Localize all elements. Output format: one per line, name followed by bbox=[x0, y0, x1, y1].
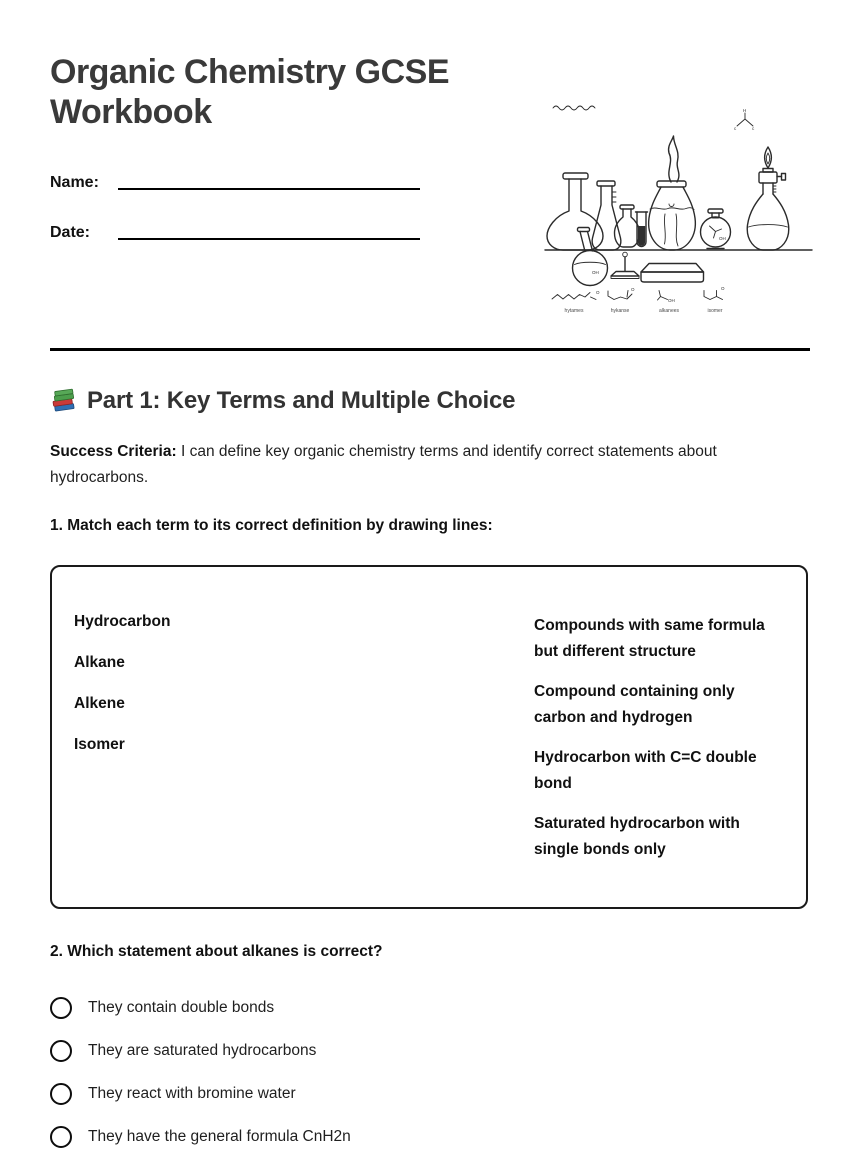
structure-alkanees-icon bbox=[658, 291, 680, 315]
glassware-drawing bbox=[537, 93, 817, 323]
round-flask-oh-icon bbox=[701, 209, 731, 249]
svg-text:c: c bbox=[734, 126, 737, 131]
test-tube-icon bbox=[636, 212, 648, 247]
books-emoji-icon bbox=[50, 388, 77, 414]
structure-caption-3: alkanees bbox=[658, 308, 680, 314]
structure-isomer-icon bbox=[704, 286, 725, 314]
part1-heading-row bbox=[50, 387, 810, 415]
svg-text:O: O bbox=[721, 286, 725, 291]
radio-button[interactable] bbox=[50, 997, 72, 1019]
burner-flask-icon bbox=[747, 147, 788, 250]
chemistry-glassware-illustration bbox=[537, 93, 817, 323]
svg-text:O: O bbox=[596, 290, 600, 295]
terms-column bbox=[74, 613, 534, 877]
structure-hykanse-icon bbox=[608, 287, 635, 314]
definition-item[interactable]: Hydrocarbon with C=C double bond bbox=[534, 749, 757, 792]
test-tube-liquid bbox=[638, 226, 645, 246]
definitions-column bbox=[534, 613, 784, 877]
question2-prompt: 2. Which statement about alkanes is correct? bbox=[50, 943, 383, 960]
svg-text:O: O bbox=[631, 287, 635, 292]
structure-caption-1: hytames bbox=[564, 308, 584, 314]
boiling-flask-icon bbox=[649, 136, 696, 250]
date-label: Date: bbox=[50, 224, 91, 241]
structure-caption-2: hykanse bbox=[610, 308, 630, 314]
option-label: They react with bromine water bbox=[88, 1085, 296, 1102]
question1-prompt: 1. Match each term to its correct definition by drawing lines: bbox=[50, 517, 493, 534]
part1-heading: Part 1: Key Terms and Multiple Choice bbox=[87, 387, 516, 414]
page-title: Organic Chemistry GCSE Workbook bbox=[50, 53, 450, 131]
term-hydrocarbon[interactable]: Hydrocarbon bbox=[74, 613, 171, 630]
structure-caption-4: isomer bbox=[707, 308, 723, 314]
tray-icon bbox=[641, 264, 704, 283]
success-criteria-label: Success Criteria: bbox=[50, 443, 177, 460]
option-row bbox=[50, 1083, 810, 1105]
definition-item[interactable]: Saturated hydrocarbon with single bonds only bbox=[534, 815, 740, 858]
term-alkene[interactable]: Alkene bbox=[74, 695, 125, 712]
small-molecule-icon bbox=[734, 108, 755, 131]
option-row bbox=[50, 1126, 810, 1148]
option-row bbox=[50, 1040, 810, 1062]
section-divider bbox=[50, 348, 810, 351]
matching-box bbox=[50, 565, 808, 909]
name-input-line[interactable] bbox=[118, 188, 420, 190]
option-label: They have the general formula CnH2n bbox=[88, 1128, 351, 1145]
svg-text:H: H bbox=[743, 108, 747, 113]
radio-button[interactable] bbox=[50, 1083, 72, 1105]
lab-stand-icon bbox=[611, 252, 639, 278]
svg-text:OH: OH bbox=[668, 298, 675, 303]
radio-button[interactable] bbox=[50, 1040, 72, 1062]
success-criteria-text: I can define key organic chemistry terms and identify correct statements about hydrocarbons. bbox=[50, 443, 717, 486]
graduated-flask-icon bbox=[592, 181, 621, 250]
radio-button[interactable] bbox=[50, 1126, 72, 1148]
question2-options bbox=[50, 997, 810, 1148]
success-criteria bbox=[50, 439, 750, 491]
structure-hytames-icon bbox=[552, 290, 600, 314]
flame-icon bbox=[765, 147, 772, 168]
flask-oh-label: OH bbox=[719, 236, 726, 241]
hanging-round-flask-icon bbox=[573, 228, 608, 286]
flask-oh-label-2: OH bbox=[592, 270, 599, 275]
option-row bbox=[50, 997, 810, 1019]
florence-flask-icon bbox=[547, 173, 603, 250]
term-alkane[interactable]: Alkane bbox=[74, 654, 125, 671]
name-label: Name: bbox=[50, 174, 99, 191]
svg-text:c: c bbox=[752, 126, 755, 131]
term-isomer[interactable]: Isomer bbox=[74, 736, 125, 753]
definition-item[interactable]: Compound containing only carbon and hydrogen bbox=[534, 683, 735, 726]
option-label: They contain double bonds bbox=[88, 999, 275, 1016]
squiggle-line bbox=[553, 106, 595, 110]
smoke-wisp bbox=[669, 136, 679, 182]
date-input-line[interactable] bbox=[118, 238, 420, 240]
option-label: They are saturated hydrocarbons bbox=[88, 1042, 317, 1059]
definition-item[interactable]: Compounds with same formula but different structure bbox=[534, 617, 765, 660]
